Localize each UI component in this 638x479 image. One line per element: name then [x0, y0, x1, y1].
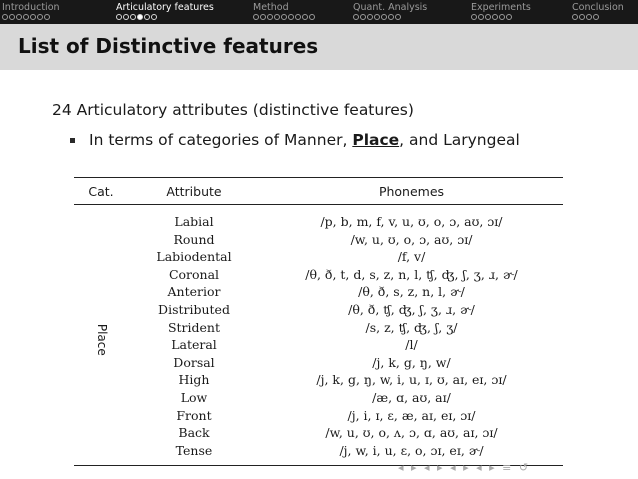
phonemes-cell: /w, u, ʊ, o, ɔ, aʊ, ɔɪ/: [350, 231, 473, 247]
nav-dot[interactable]: [395, 14, 401, 20]
nav-dot[interactable]: [37, 14, 43, 20]
nav-dot[interactable]: [593, 14, 599, 20]
bullet-text-highlight: Place: [352, 131, 400, 149]
table-row: [74, 319, 563, 337]
nav-dot[interactable]: [116, 14, 122, 20]
nav-dot[interactable]: [572, 14, 578, 20]
nav-dot[interactable]: [586, 14, 592, 20]
nav-dot[interactable]: [267, 14, 273, 20]
category-cell: [74, 205, 128, 466]
attribute-cell: Tense: [128, 442, 260, 466]
nav-dot[interactable]: [137, 14, 143, 20]
phonemes-cell: /θ, ð, ʧ, ʤ, ʃ, ʒ, ɹ, ɚ/: [348, 301, 475, 317]
nav-dot[interactable]: [367, 14, 373, 20]
table-row: [74, 336, 563, 354]
nav-dot[interactable]: [388, 14, 394, 20]
attribute-cell: Strident: [167, 319, 221, 335]
nav-dot[interactable]: [9, 14, 15, 20]
table-row: [74, 248, 563, 266]
nav-dots: [2, 14, 51, 20]
table-row: [74, 283, 563, 301]
nav-dot[interactable]: [381, 14, 387, 20]
nav-section-label: Method: [253, 2, 289, 13]
nav-dot[interactable]: [253, 14, 259, 20]
phonemes-cell: /j, w, i, u, ɛ, o, ɔɪ, eɪ, ɚ/: [260, 442, 563, 466]
phonemes-cell: /j, k, g, ŋ, w, i, u, ɪ, ʊ, aɪ, eɪ, ɔɪ/: [316, 372, 507, 388]
nav-dot[interactable]: [2, 14, 8, 20]
attribute-cell: Round: [173, 231, 215, 247]
nav-dot[interactable]: [471, 14, 477, 20]
table-row: [74, 424, 563, 442]
bullet-square-icon: [70, 138, 75, 143]
attribute-cell: Coronal: [168, 266, 220, 282]
nav-dot[interactable]: [309, 14, 315, 20]
phonemes-cell: /f, v/: [397, 249, 426, 265]
nav-dots: [572, 14, 600, 20]
section-navbar: [0, 0, 638, 24]
table-header-row: [74, 178, 563, 205]
nav-dots: [116, 14, 158, 20]
attribute-cell: High: [178, 372, 210, 388]
table-row: [74, 354, 563, 372]
nav-dot[interactable]: [44, 14, 50, 20]
nav-dot[interactable]: [123, 14, 129, 20]
attribute-cell: Anterior: [167, 284, 221, 300]
phonemes-cell: /æ, ɑ, aʊ, aɪ/: [372, 389, 451, 405]
attribute-cell: Low: [180, 389, 208, 405]
nav-dot[interactable]: [360, 14, 366, 20]
nav-section-label: Conclusion: [572, 2, 624, 13]
nav-dot[interactable]: [492, 14, 498, 20]
nav-dot[interactable]: [579, 14, 585, 20]
nav-section-label: Articulatory features: [116, 2, 214, 13]
nav-dot[interactable]: [295, 14, 301, 20]
nav-dot[interactable]: [353, 14, 359, 20]
attribute-cell: Labiodental: [156, 249, 232, 265]
nav-dot[interactable]: [302, 14, 308, 20]
header-attribute: Attribute: [128, 178, 260, 205]
beamer-navigation-icons[interactable]: ◂ ▸ ◂ ▸ ◂ ▸ ◂ ▸ ≡ ↺: [398, 461, 531, 474]
bullet-text-suffix: , and Laryngeal: [399, 131, 520, 149]
nav-dot[interactable]: [130, 14, 136, 20]
phonemes-cell: /θ, ð, s, z, n, l, ɚ/: [358, 284, 465, 300]
phonemes-cell: /p, b, m, f, v, u, ʊ, o, ɔ, aʊ, ɔɪ/: [320, 214, 503, 229]
attribute-cell: Dorsal: [173, 354, 215, 370]
nav-dot[interactable]: [288, 14, 294, 20]
table-row: [74, 301, 563, 319]
nav-dot[interactable]: [478, 14, 484, 20]
category-label: Place: [94, 323, 109, 356]
table-body: [74, 205, 563, 466]
table-row: [74, 231, 563, 249]
slide-heading: 24 Articulatory attributes (distinctive features): [52, 101, 414, 119]
nav-dot[interactable]: [30, 14, 36, 20]
table-row: [74, 389, 563, 407]
bullet-text: [89, 131, 520, 149]
attribute-cell: Lateral: [171, 337, 217, 353]
nav-dots: [353, 14, 402, 20]
table-row: [74, 371, 563, 389]
attribute-cell: Back: [178, 425, 210, 441]
header-phonemes: Phonemes: [260, 178, 563, 205]
phonemes-cell: /θ, ð, t, d, s, z, n, l, ʧ, ʤ, ʃ, ʒ, ɹ, ɚ/: [305, 266, 518, 282]
nav-section-label: Quant. Analysis: [353, 2, 428, 13]
nav-dot[interactable]: [260, 14, 266, 20]
table-row: [74, 407, 563, 425]
nav-dot[interactable]: [23, 14, 29, 20]
attribute-cell: Labial: [174, 214, 214, 229]
frame-title: List of Distinctive features: [18, 34, 319, 58]
phonemes-cell: /w, u, ʊ, o, ʌ, ɔ, ɑ, aʊ, aɪ, ɔɪ/: [325, 425, 498, 441]
bullet-text-prefix: In terms of categories of Manner,: [89, 131, 353, 149]
nav-dots: [471, 14, 513, 20]
nav-dot[interactable]: [144, 14, 150, 20]
nav-dot[interactable]: [274, 14, 280, 20]
distinctive-features-table: [74, 177, 563, 466]
table-row: [74, 266, 563, 284]
nav-section-label: Experiments: [471, 2, 531, 13]
nav-dot[interactable]: [16, 14, 22, 20]
nav-dot[interactable]: [506, 14, 512, 20]
nav-dot[interactable]: [281, 14, 287, 20]
header-cat: Cat.: [74, 178, 128, 205]
nav-dot[interactable]: [499, 14, 505, 20]
nav-dot[interactable]: [485, 14, 491, 20]
phonemes-cell: /j, k, g, ŋ, w/: [372, 354, 451, 370]
table-row: [74, 205, 563, 231]
nav-dot[interactable]: [374, 14, 380, 20]
phonemes-cell: /l/: [405, 337, 418, 353]
attribute-cell: Distributed: [158, 301, 230, 317]
attribute-cell: Front: [176, 407, 212, 423]
phonemes-cell: /j, i, ɪ, ɛ, æ, aɪ, eɪ, ɔɪ/: [347, 407, 476, 423]
nav-section-label: Introduction: [2, 2, 60, 13]
phonemes-cell: /s, z, ʧ, ʤ, ʃ, ʒ/: [365, 319, 458, 335]
nav-dot[interactable]: [151, 14, 157, 20]
nav-dots: [253, 14, 316, 20]
frame-title-bar: [0, 24, 638, 70]
